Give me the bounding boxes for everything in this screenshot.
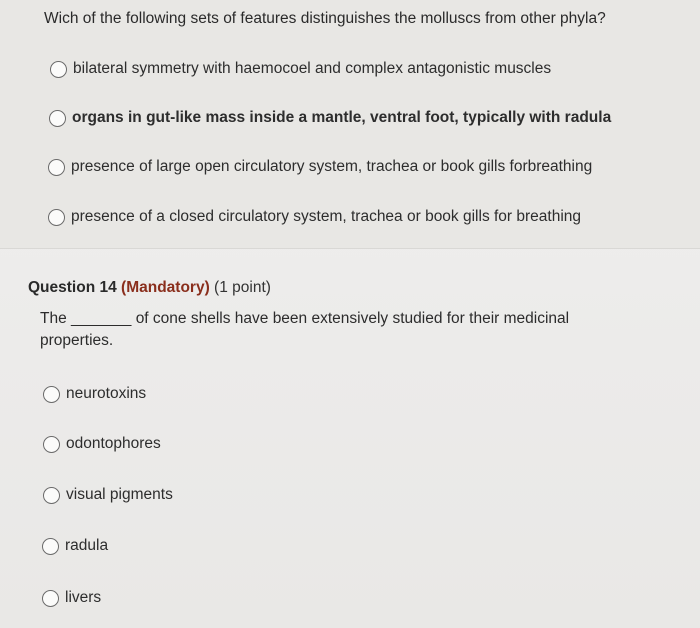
option-label: neurotoxins	[66, 385, 147, 402]
q14-option-4[interactable]	[42, 537, 108, 555]
fill-in-blank: _______	[71, 310, 132, 327]
option-label: radula	[65, 537, 109, 554]
points-label: (1 point)	[214, 279, 271, 296]
question-13-block	[0, 0, 700, 249]
radio-button[interactable]	[43, 386, 60, 403]
option-label: organs in gut-like mass inside a mantle, ventral foot, typically with radula	[72, 109, 612, 126]
option-label: presence of large open circulatory system, trachea or book gills forbreathing	[71, 158, 593, 175]
question-14-text	[40, 308, 640, 352]
option-label: livers	[65, 589, 102, 606]
radio-button[interactable]	[43, 487, 60, 504]
q14-option-5[interactable]	[42, 589, 101, 607]
text-before-blank: The	[40, 310, 67, 327]
radio-button[interactable]	[43, 436, 60, 453]
mandatory-label: (Mandatory)	[121, 279, 210, 296]
radio-button[interactable]	[42, 538, 59, 555]
option-label: presence of a closed circulatory system, trachea or book gills for breathing	[71, 208, 582, 225]
question-prompt: Wich of the following sets of features distinguishes the molluscs from other phyla?	[44, 10, 606, 27]
option-label: visual pigments	[66, 486, 173, 503]
q13-option-2[interactable]	[49, 109, 611, 127]
q14-option-2[interactable]	[43, 435, 161, 453]
radio-button[interactable]	[48, 159, 65, 176]
radio-button[interactable]	[49, 110, 66, 127]
q13-option-3[interactable]	[48, 158, 592, 176]
question-number: Question 14	[28, 279, 117, 296]
option-label: odontophores	[66, 435, 161, 452]
q14-option-1[interactable]	[43, 385, 146, 403]
question-14-header	[28, 279, 271, 297]
q13-option-1[interactable]	[50, 60, 551, 78]
radio-button[interactable]	[50, 61, 67, 78]
text-after-blank: of cone shells have been extensively studied for their medicinal properties.	[40, 310, 570, 349]
q13-option-4[interactable]	[48, 208, 581, 226]
radio-button[interactable]	[48, 209, 65, 226]
radio-button[interactable]	[42, 590, 59, 607]
q14-option-3[interactable]	[43, 486, 173, 504]
option-label: bilateral symmetry with haemocoel and complex antagonistic muscles	[73, 60, 552, 77]
